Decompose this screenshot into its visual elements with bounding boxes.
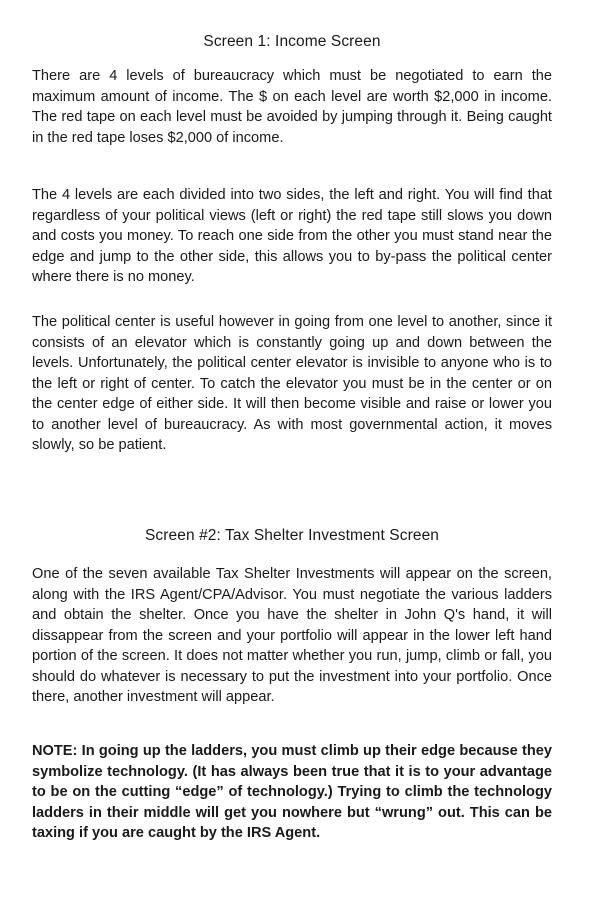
- screen2-note: NOTE: In going up the ladders, you must climb up their edge because they symbolize technology. (It has always been true that it is to your advantage to be on the cutting “edge” of technology.) Trying to climb the technology ladders in their middle will get you nowhere but “wrung” out. This can be taxing if you are caught by the IRS Agent.: [32, 743, 552, 841]
- screen2-paragraph-1: One of the seven available Tax Shelter Investments will appear on the screen, along with the IRS Agent/CPA/Advisor. You must negotiate the various ladders and obtain the shelter. Once you have the shelter in John Q's hand, it will dissappear from the screen and your portfolio will appear in the lower left hand portion of the screen. It does not matter whether you run, jump, climb or fall, you should do whatever is necessary to put the investment into your portfolio. Once there, another investment will appear.: [32, 566, 552, 705]
- screen2-heading: Screen #2: Tax Shelter Investment Screen: [144, 527, 440, 544]
- screen1-paragraph-1: There are 4 levels of bureaucracy which must be negotiated to earn the maximum amount of income. The $ on each level are worth $2,000 in income. The red tape on each level must be avoided by jumping through it. Being caught in the red tape loses $2,000 of income.: [32, 68, 552, 146]
- screen1-heading: Screen 1: Income Screen: [203, 33, 381, 50]
- screen1-paragraph-2: The 4 levels are each divided into two sides, the left and right. You will find that regardless of your political views (left or right) the red tape still slows you down and costs you money. To reach one side from the other you must stand near the edge and jump to the other side, this allows you to by-pass the political center where there is no money.: [32, 187, 552, 285]
- screen1-paragraph-3: The political center is useful however in going from one level to another, since it consists of an elevator which is constantly going up and down between the levels. Unfortunately, the political center elevator is invisible to anyone who is to the left or right of center. To catch the elevator you must be in the center or on the center edge of either side. It will then become visible and raise or lower you to another level of bureaucracy. As with most governmental action, it moves slowly, so be patient.: [32, 314, 552, 453]
